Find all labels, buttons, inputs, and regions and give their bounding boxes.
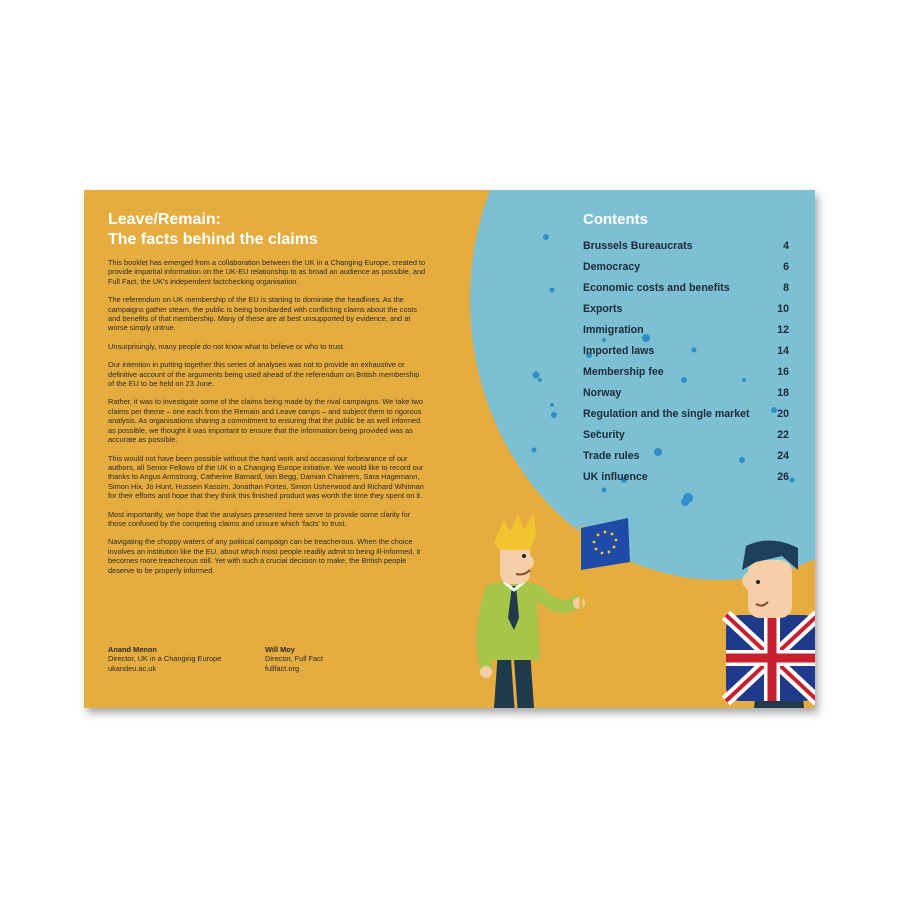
paragraph: The referendum on UK membership of the EU is starting to dominate the headlines. As the campaigns gather steam, the public is being bombarded with conflicting claims about the costs and benefits of that membership. Many of these are at best unsupported by evidence, and at worse simply untrue. xyxy=(108,295,417,333)
toc-item[interactable] xyxy=(583,319,789,340)
toc-page: 10 xyxy=(777,302,789,315)
toc-label: UK influence xyxy=(583,470,648,483)
toc-page: 4 xyxy=(783,239,789,252)
paragraph: Most importantly, we hope that the analyses presented here serve to provide some clarity for those confused by the competing claims and unsure which 'facts' to trust. xyxy=(108,509,411,528)
title-line-1: Leave/Remain: xyxy=(108,211,221,228)
contents-heading: Contents xyxy=(583,211,648,228)
toc-page: 12 xyxy=(777,323,789,336)
man-with-eu-flag xyxy=(480,512,630,708)
toc-label: Imported laws xyxy=(583,344,655,357)
signatory-role: Director, UK in a Changing Europe xyxy=(108,654,222,664)
toc-page: 6 xyxy=(783,260,789,273)
toc-page: 26 xyxy=(777,470,789,483)
toc-page: 16 xyxy=(777,365,789,378)
signature-menon xyxy=(108,645,221,673)
paragraph: Navigating the choppy waters of any political campaign can be treacherous. When the choice involves an institution like the EU, about which most people readily admit to being ill-informed, it becomes more treacherous still. Yet with such a crucial decision to make, the British people deserve to be properly informed. xyxy=(108,537,421,575)
booklet-spread xyxy=(84,190,815,708)
toc-item[interactable] xyxy=(583,361,789,382)
toc-item[interactable] xyxy=(583,340,789,361)
paragraph: This booklet has emerged from a collaboration between the UK in a Changing Europe, created to provide impartial information on the UK-EU relationship to as broad an audience as possible, and Full Fact, the UK's independent factchecking organisation. xyxy=(108,258,426,286)
toc-label: Immigration xyxy=(583,323,644,336)
toc-page: 20 xyxy=(777,407,789,420)
toc-label: Economic costs and benefits xyxy=(583,281,730,294)
toc-label: Trade rules xyxy=(583,449,640,462)
toc-item[interactable] xyxy=(583,277,789,298)
paragraph: This would not have been possible without the hard work and occasional forbearance of our authors, all Senior Fellows of the UK in a Changing Europe initiative. We would like to record our thanks to Angus Armstrong, Catherine Barnard, Iain Begg, Damian Chalmers, Sara Hagemann, Simon Hix, Jo Hunt, Hussein Kassim, Jonathan Portes, Simon Usherwood and Richard Whitman for their efforts and hope that they think this finished product was worth the time they spent on it. xyxy=(108,453,424,501)
signatory-role: Director, Full Fact xyxy=(265,654,323,664)
toc-page: 8 xyxy=(783,281,789,294)
toc-label: Democracy xyxy=(583,260,641,273)
page-title xyxy=(108,210,318,250)
intro-text xyxy=(108,258,426,584)
paragraph: Our intention in putting together this series of analyses was not to provide an exhaustive or definitive account of the arguments being used ahead of the referendum on British membership of the EU to be held on 23 June. xyxy=(108,360,420,389)
toc-page: 22 xyxy=(777,428,789,441)
toc-item[interactable] xyxy=(583,256,789,277)
toc-item[interactable] xyxy=(583,466,789,487)
toc-item[interactable] xyxy=(583,403,789,424)
paragraph: Unsurprisingly, many people do not know what to believe or who to trust. xyxy=(108,341,345,351)
toc-label: Norway xyxy=(583,386,622,399)
man-in-union-jack-sweater xyxy=(726,540,815,708)
toc-item[interactable] xyxy=(583,424,789,445)
signatory-website: ukandeu.ac.uk xyxy=(108,663,157,673)
toc-item[interactable] xyxy=(583,298,789,319)
title-line-2: The facts behind the claims xyxy=(108,231,318,248)
toc-item[interactable] xyxy=(583,235,789,256)
signatory-website: fullfact.org xyxy=(265,663,300,673)
toc-label: Brussels Bureaucrats xyxy=(583,239,693,252)
toc-page: 14 xyxy=(777,344,789,357)
table-of-contents xyxy=(583,235,789,487)
toc-item[interactable] xyxy=(583,382,789,403)
toc-label: Regulation and the single market xyxy=(583,407,750,420)
signature-moy xyxy=(265,645,323,673)
toc-label: Exports xyxy=(583,302,623,315)
signatory-name: Anand Menon xyxy=(108,645,157,654)
cartoon-illustration xyxy=(464,490,815,708)
paragraph: Rather, it was to investigate some of the claims being made by the rival campaigns. We take two claims per theme – one each from the Remain and Leave camps – and subject them to rigorous analysis. As organisations sharing a commitment to ensuring that the public be as well informed as possible, we thought it was important to ensure that the information being provided was as accurate as possible. xyxy=(108,397,423,445)
toc-page: 18 xyxy=(777,386,789,399)
toc-page: 24 xyxy=(777,449,789,462)
toc-item[interactable] xyxy=(583,445,789,466)
toc-label: Membership fee xyxy=(583,365,664,378)
signatory-name: Will Moy xyxy=(265,645,295,654)
toc-label: Security xyxy=(583,428,625,441)
